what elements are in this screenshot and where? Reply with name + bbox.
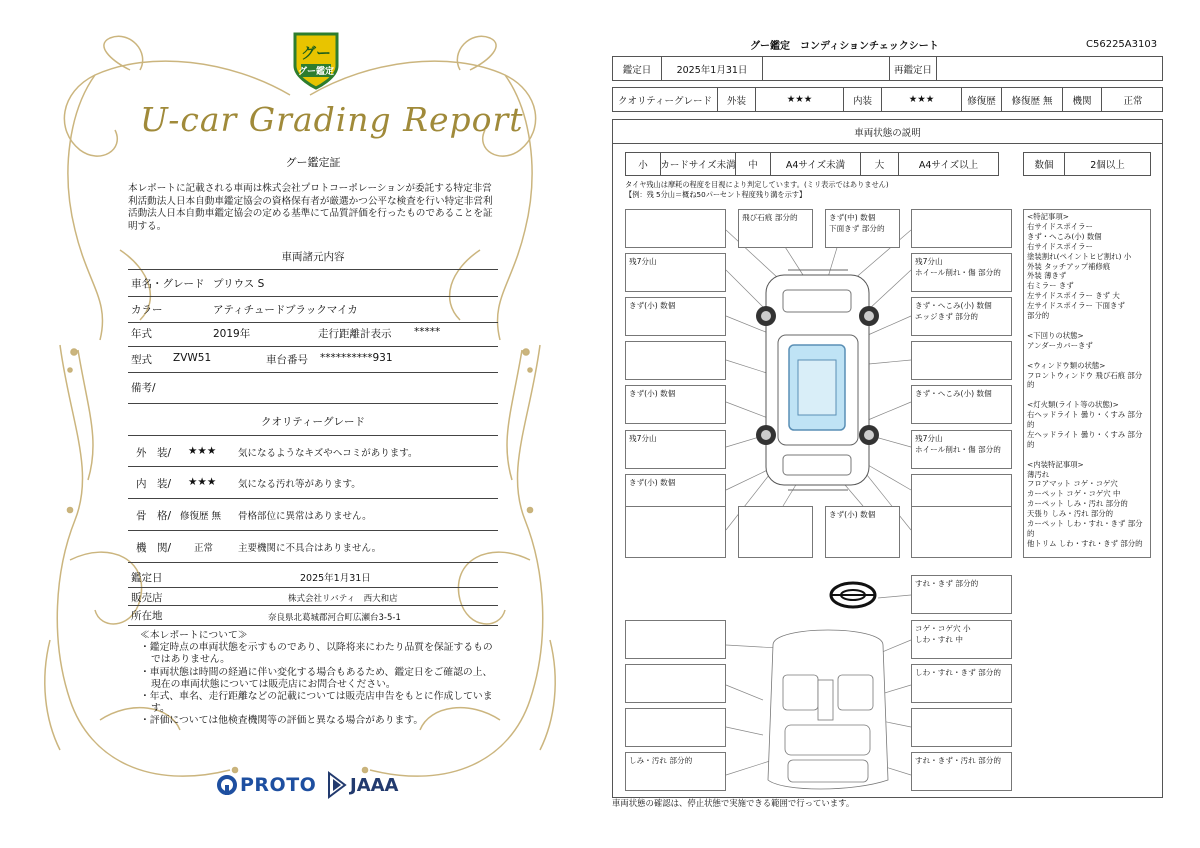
info-row-date bbox=[128, 570, 498, 588]
jaaa-mark-icon bbox=[327, 771, 347, 799]
engine-value: 正常 bbox=[194, 543, 214, 554]
grade-row-engine bbox=[128, 540, 498, 563]
sheet-title: グー鑑定 コンディションチェックシート bbox=[750, 41, 939, 52]
spec-row-model bbox=[128, 352, 498, 373]
model-value: ZVW51 bbox=[173, 352, 212, 364]
note-box bbox=[911, 506, 1012, 558]
repair-label: 修復歴 bbox=[962, 88, 1002, 111]
note-box: きず(小) 数個 bbox=[625, 297, 726, 336]
count-value: 2個以上 bbox=[1090, 160, 1125, 171]
redate-value bbox=[937, 57, 1164, 80]
address-label: 所在地 bbox=[131, 610, 163, 622]
engine-label: 機関 bbox=[1063, 88, 1102, 111]
redate-label: 再鑑定日 bbox=[890, 57, 937, 80]
legend-mid-desc: A4サイズ未満 bbox=[771, 153, 861, 175]
report-script-title: U-car Grading Report bbox=[140, 100, 524, 139]
interior-desc: 気になる汚れ等があります。 bbox=[238, 479, 361, 490]
specs-title: 車両諸元内容 bbox=[281, 251, 345, 263]
jaaa-logo bbox=[327, 770, 399, 800]
note-box bbox=[625, 708, 726, 747]
spec-row-remarks bbox=[128, 380, 498, 404]
car-interior-diagram bbox=[768, 630, 888, 789]
remarks-label: 備考/ bbox=[131, 382, 156, 394]
color-label: カラー bbox=[131, 304, 163, 316]
date-blank bbox=[763, 57, 890, 80]
note-box bbox=[911, 209, 1012, 248]
date-row bbox=[612, 56, 1163, 81]
note-box bbox=[625, 506, 726, 558]
sheet-code: C56225A3103 bbox=[1086, 39, 1158, 50]
exterior-label: 外 装/ bbox=[136, 447, 172, 459]
int-value: ★★★ bbox=[882, 88, 962, 111]
state-panel bbox=[612, 119, 1163, 798]
address-value: 奈良県北葛城郡河合町広瀬台3-5-1 bbox=[268, 613, 401, 623]
chassis-label: 車台番号 bbox=[266, 354, 308, 366]
svg-text:グー: グー bbox=[300, 44, 332, 62]
note-box: しみ・汚れ 部分的 bbox=[625, 752, 726, 791]
color-value: アティチュードブラックマイカ bbox=[213, 304, 358, 316]
ext-value: ★★★ bbox=[756, 88, 844, 111]
info-row-dealer bbox=[128, 590, 498, 606]
note-box: きず(小) 数個 bbox=[625, 474, 726, 513]
interior-stars: ★★★ bbox=[188, 476, 217, 488]
note-box bbox=[625, 341, 726, 380]
detail-panel bbox=[1023, 209, 1151, 558]
engine-label: 機 関/ bbox=[136, 542, 172, 554]
frame-value: 修復歴 無 bbox=[180, 511, 222, 522]
legend-large: 大 bbox=[861, 153, 899, 175]
exterior-stars: ★★★ bbox=[188, 445, 217, 457]
jaaa-text: JAAA bbox=[350, 774, 399, 796]
detail-text: <特記事項> 右サイドスポイラー きず・へこみ(小) 数個 右サイドスポイラー 塗装割れ(ペイントヒビ割れ) 小 外装 タッチアップ補修痕 外装 薄きず 右ミラー きず 左サイドスポイラー きず 大 左サイドスポイラー 下面きず 部分的 <下回りの状態> アンダーカバーきず <ウィンドウ類の状態> フロントウィンドウ 飛び石痕 部分的 <灯火類(ライト等の状態)> 右ヘッドライト 曇り・くすみ 部分的 左ヘッドライト 曇り・くすみ 部分的 <内装特記事項> 薄汚れ フロアマット コゲ・コゲ穴 カーペット コゲ・コゲ穴 中 カーペット しみ・汚れ 部分的 天張り しみ・汚れ 部分的 カーペット しわ・すれ・きず 部分的 他トリム しわ・すれ・きず 部分的 bbox=[1027, 212, 1143, 548]
interior-label: 内 装/ bbox=[136, 478, 172, 490]
dealer-value: 株式会社リバティ 西大和店 bbox=[288, 594, 398, 604]
note-item: ・鑑定時点の車両状態を示すものであり、以降将来にわたり品質を保証するものではありません。 bbox=[140, 642, 493, 666]
note-box: きず(中) 数個 下面きず 部分的 bbox=[825, 209, 900, 248]
note-item: ・評価については他検査機関等の評価と異なる場合があります。 bbox=[140, 715, 424, 727]
report-notes bbox=[140, 630, 500, 728]
spec-row-year bbox=[128, 326, 498, 347]
proto-logo bbox=[216, 772, 316, 798]
condition-check-sheet bbox=[600, 0, 1200, 848]
name-value: プリウス S bbox=[213, 278, 265, 290]
certificate-title: グー鑑定証 bbox=[285, 156, 341, 169]
note-box: 残7分山 ホイール削れ・傷 部分的 bbox=[911, 253, 1012, 292]
info-row-address bbox=[128, 608, 498, 626]
note-box: しわ・すれ・きず 部分的 bbox=[911, 664, 1012, 703]
goo-kantei-badge bbox=[289, 30, 343, 90]
grade-label: クオリティーグレード bbox=[613, 88, 718, 111]
notes-title: ≪本レポートについて≫ bbox=[140, 630, 248, 641]
engine-desc: 主要機関に不具合はありません。 bbox=[238, 543, 382, 554]
legend-mid: 中 bbox=[736, 153, 771, 175]
date-value: 2025年1月31日 bbox=[662, 57, 763, 80]
note-box bbox=[625, 209, 726, 248]
model-label: 型式 bbox=[131, 354, 152, 366]
spec-row-name bbox=[128, 276, 498, 297]
grade-row-interior bbox=[128, 476, 498, 499]
note-box: 残7分山 ホイール削れ・傷 部分的 bbox=[911, 430, 1012, 469]
specs-divider bbox=[128, 264, 498, 270]
note-box: すれ・きず・汚れ 部分的 bbox=[911, 752, 1012, 791]
note-box bbox=[625, 664, 726, 703]
note-box bbox=[625, 620, 726, 659]
count-label: 数個 bbox=[1024, 153, 1065, 175]
legend-small-desc: カードサイズ未満 bbox=[661, 153, 736, 175]
proto-mark-icon bbox=[216, 774, 238, 796]
note-item: ・年式、車名、走行距離などの記載については販売店申告をもとに作成しています。 bbox=[140, 691, 493, 715]
tire-note: タイヤ残山は摩耗の程度を目視により判定しています。(ミリ表示ではありません) bbox=[625, 180, 889, 189]
date-label: 鑑定日 bbox=[613, 57, 662, 80]
chassis-value: **********931 bbox=[320, 352, 393, 364]
tire-example: 【例：残 5分山＝概ね50パーセント程度残り溝を示す】 bbox=[625, 190, 807, 199]
quality-title: クオリティーグレード bbox=[261, 416, 365, 428]
note-box bbox=[911, 341, 1012, 380]
note-box: 残7分山 bbox=[625, 430, 726, 469]
legend-small: 小 bbox=[626, 153, 661, 175]
note-box: きず(小) 数個 bbox=[825, 506, 900, 558]
engine-value: 正常 bbox=[1123, 95, 1143, 107]
frame-label: 骨 格/ bbox=[136, 510, 172, 522]
year-label: 年式 bbox=[131, 328, 152, 340]
proto-text: PROTO bbox=[240, 774, 317, 796]
date-label: 鑑定日 bbox=[131, 572, 163, 584]
repair-value: 修復歴 無 bbox=[1002, 88, 1063, 111]
note-item: ・車両状態は時間の経過に伴い変化する場合もあるため、鑑定日をご確認の上、現在の車両状態については販売店にお問合せください。 bbox=[140, 666, 493, 690]
name-label: 車名・グレード bbox=[131, 278, 205, 290]
certificate-body: 本レポートに記載される車両は株式会社プロトコーポレーションが委託する特定非営利活動法人日本自動車鑑定協会の資格保有者が厳選かつ公平な検査を行い特定非営利活動法人日本自動車鑑定協会の定める基準にて品質評価を行ったものであることを証明する。 bbox=[128, 183, 493, 232]
grade-row-exterior bbox=[128, 445, 498, 467]
mileage-value: ***** bbox=[414, 326, 441, 338]
quality-divider bbox=[128, 428, 498, 436]
spec-row-color bbox=[128, 302, 498, 323]
svg-text:グー鑑定: グー鑑定 bbox=[297, 67, 335, 77]
note-box: きず・へこみ(小) 数個 bbox=[911, 385, 1012, 424]
frame-desc: 骨格部位に異常はありません。 bbox=[238, 511, 372, 522]
mileage-label: 走行距離計表示 bbox=[318, 328, 392, 340]
ext-label: 外装 bbox=[718, 88, 756, 111]
note-box bbox=[738, 506, 813, 558]
date-value: 2025年1月31日 bbox=[300, 573, 371, 584]
year-value: 2019年 bbox=[213, 328, 251, 340]
grade-row-frame bbox=[128, 508, 498, 531]
state-title: 車両状態の説明 bbox=[613, 120, 1162, 144]
exterior-desc: 気になるようなキズやヘコミがあります。 bbox=[238, 448, 418, 459]
note-box bbox=[911, 708, 1012, 747]
note-box: きず・へこみ(小) 数個 エッジきず 部分的 bbox=[911, 297, 1012, 336]
grade-row bbox=[612, 87, 1163, 112]
steering-wheel-icon bbox=[831, 583, 875, 607]
note-box: すれ・きず 部分的 bbox=[911, 575, 1012, 614]
note-box: 残7分山 bbox=[625, 253, 726, 292]
note-box: コゲ・コゲ穴 小 しわ・すれ 中 bbox=[911, 620, 1012, 659]
int-label: 内装 bbox=[844, 88, 882, 111]
dealer-label: 販売店 bbox=[131, 592, 163, 604]
car-exterior-diagram bbox=[756, 270, 879, 490]
sheet-footer: 車両状態の確認は、停止状態で実施できる範囲で行っています。 bbox=[612, 798, 855, 808]
note-box: 飛び石痕 部分的 bbox=[738, 209, 813, 248]
legend-large-desc: A4サイズ以上 bbox=[918, 160, 979, 171]
note-box: きず(小) 数個 bbox=[625, 385, 726, 424]
